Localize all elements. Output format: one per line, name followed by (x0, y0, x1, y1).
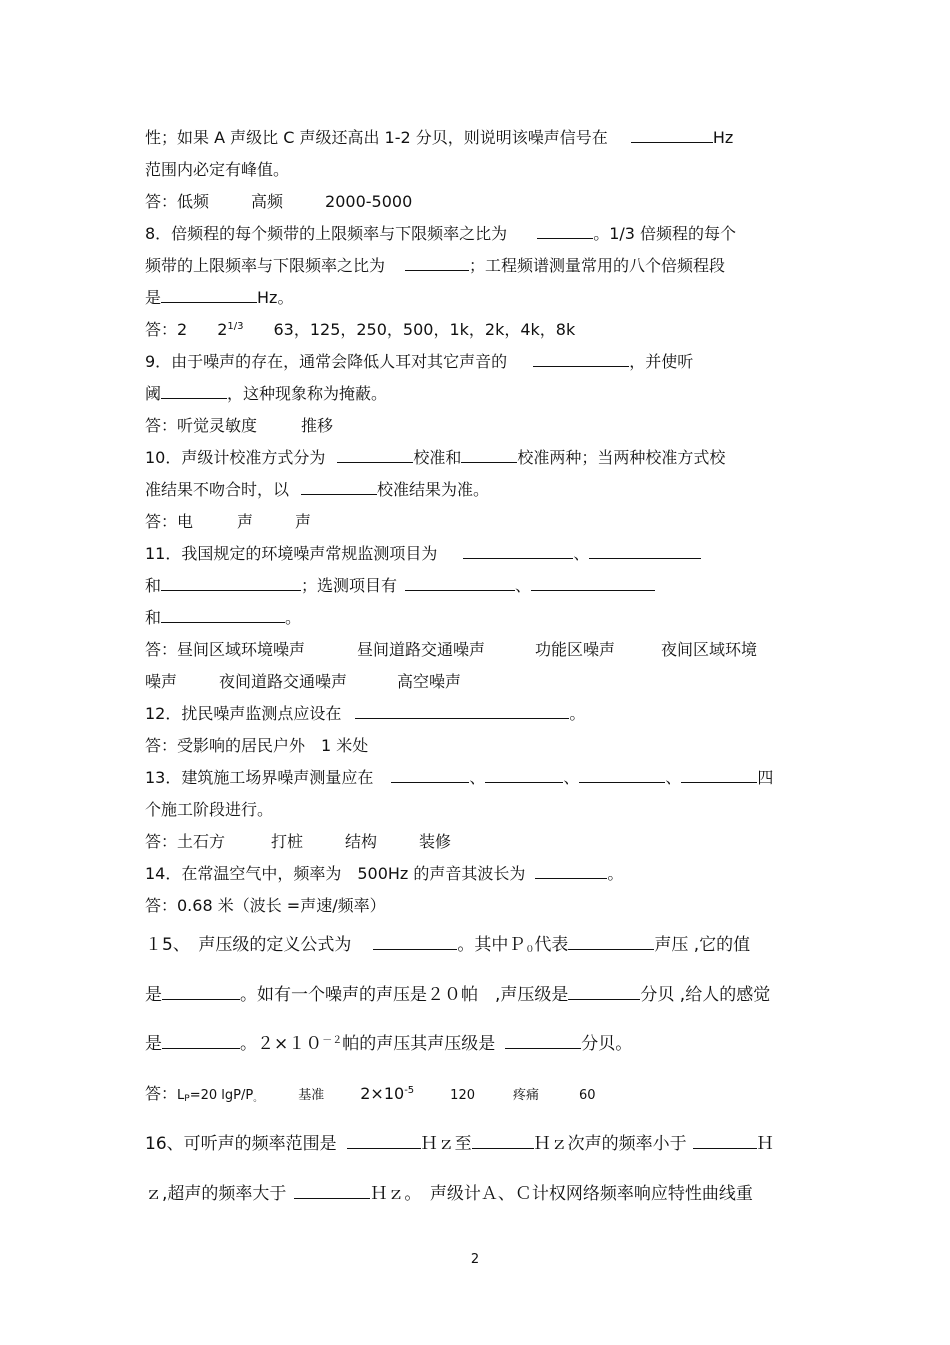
text: 和 (145, 608, 162, 627)
subscript: 。 (253, 1094, 263, 1104)
q11-line-3 (145, 608, 301, 628)
text: 63，125，250，500，1k，2k，4k，8k (273, 320, 576, 339)
text: 性；如果 A 声级比 C 声级还高出 1-2 分贝，则说明该噪声信号在 (145, 128, 608, 147)
text: 推移 (301, 416, 334, 435)
text: 分贝。 (581, 1034, 633, 1054)
text: 60 (579, 1088, 596, 1103)
text: ，并使听 (629, 352, 694, 371)
blank (533, 352, 629, 367)
q10-line-2 (145, 480, 489, 500)
answer-8 (145, 320, 575, 340)
text: 。1/3 倍频程的每个 (593, 224, 737, 243)
text: 2×10 (360, 1084, 405, 1103)
text: 声 (237, 512, 254, 531)
blank (579, 768, 665, 783)
text: 、 (563, 768, 580, 787)
blank (373, 935, 457, 950)
text: 准结果不吻合时，以 (145, 480, 290, 499)
text: 声压 ,它的值 (654, 935, 751, 955)
blank (568, 985, 640, 1000)
text: 功能区噪声 (535, 640, 616, 659)
text: Hz (712, 128, 734, 147)
blank (405, 576, 515, 591)
text: 16、可听声的频率范围是 (145, 1134, 337, 1154)
blank (631, 128, 713, 143)
answer-10 (145, 512, 311, 532)
text: 答：昼间区域环境噪声 (145, 640, 306, 659)
text: 四 (757, 768, 774, 787)
text: 声 (295, 512, 312, 531)
text: 。 (607, 864, 624, 883)
text: 疼痛 (513, 1088, 540, 1103)
text: 高频 (251, 192, 284, 211)
text: 和 (145, 576, 162, 595)
text: 答：土石方 (145, 832, 226, 851)
answer-12 (145, 736, 368, 756)
page-number: 2 (470, 1252, 480, 1267)
text: 答：电 (145, 512, 194, 531)
q11-line-2 (145, 576, 655, 596)
text: 频带的上限频率与下限频率之比为 (145, 256, 386, 275)
text: Ｈ (756, 1134, 774, 1154)
q9-line-1 (145, 352, 693, 372)
q15-line-3 (145, 1034, 632, 1054)
blank (535, 864, 607, 879)
blank (347, 1134, 421, 1149)
text: 14．在常温空气中，频率为 500Hz 的声音其波长为 (145, 864, 526, 883)
q11-line-1 (145, 544, 701, 564)
text: 是 (145, 288, 162, 307)
blank (337, 448, 413, 463)
q14-line (145, 864, 623, 884)
text: 答：2 (145, 320, 188, 339)
text: 打桩 (271, 832, 304, 851)
text: 120 (450, 1088, 475, 1103)
blank (531, 576, 655, 591)
text: Hz。 (257, 288, 294, 307)
blank (505, 1034, 581, 1049)
blank (162, 1034, 240, 1049)
blank (161, 576, 301, 591)
text: L (177, 1088, 185, 1103)
text: 答：受影响的居民户外 1 米处 (145, 736, 369, 755)
text: 帕的声压其声压级是 (342, 1034, 496, 1054)
text: 答：低频 (145, 192, 210, 211)
q12-line (145, 704, 585, 724)
superscript: 1/3 (227, 321, 244, 332)
answer-15 (145, 1084, 596, 1109)
q7-line-1 (145, 128, 733, 148)
text: 基准 (298, 1088, 325, 1103)
text: Ｈｚ次声的频率小于 (533, 1134, 687, 1154)
superscript: －２ (322, 1035, 343, 1046)
text: 个施工阶段进行。 (145, 800, 274, 819)
text: 、 (573, 544, 590, 563)
text: 装修 (419, 832, 452, 851)
text: 、 (515, 576, 532, 595)
blank (472, 1134, 534, 1149)
text: 噪声 (145, 672, 178, 691)
blank (294, 1184, 370, 1199)
text: 昼间道路交通噪声 (357, 640, 486, 659)
text: 10．声级计校准方式分为 (145, 448, 326, 467)
q7-line-2 (145, 160, 289, 180)
q16-line-2 (145, 1184, 753, 1204)
text: 结构 (345, 832, 378, 851)
answer-13 (145, 832, 451, 852)
blank (485, 768, 563, 783)
text: 是 (145, 1034, 162, 1054)
blank (681, 768, 757, 783)
text: 分贝 ,给人的感觉 (640, 985, 771, 1005)
q10-line-1 (145, 448, 725, 468)
q8-line-3 (145, 288, 293, 308)
text: ；工程频谱测量常用的八个倍频程段 (469, 256, 726, 275)
blank (301, 480, 377, 495)
text: 校准结果为准。 (377, 480, 490, 499)
text: 高空噪声 (397, 672, 462, 691)
q8-line-1 (145, 224, 736, 244)
blank (537, 224, 593, 239)
text: 代表 (534, 935, 569, 955)
text: 2 (217, 320, 228, 339)
blank (589, 544, 701, 559)
text: 校准和 (413, 448, 462, 467)
blank (161, 288, 257, 303)
blank (391, 768, 469, 783)
blank (463, 544, 573, 559)
answer-9 (145, 416, 333, 436)
text: 。如有一个噪声的声压是２０帕 ,声压级是 (240, 985, 569, 1005)
text: 。 (569, 704, 586, 723)
answer-7 (145, 192, 412, 212)
subscript: P (184, 1094, 190, 1104)
text: １5、 声压级的定义公式为 (145, 935, 352, 955)
blank (162, 985, 240, 1000)
text: 范围内必定有峰值。 (145, 160, 290, 179)
text: 是 (145, 985, 162, 1005)
text: Ｈｚ至 (420, 1134, 472, 1154)
answer-11-line-1 (145, 640, 757, 660)
text: 。 (285, 608, 302, 627)
text: 。２×１０ (240, 1034, 323, 1054)
text: 、 (665, 768, 682, 787)
q15-line-1 (145, 935, 750, 960)
text: =20 lgP/P (189, 1088, 254, 1103)
text: 。其中Ｐ (457, 935, 526, 955)
q9-line-2 (145, 384, 387, 404)
q13-line-1 (145, 768, 773, 788)
text: 答：听觉灵敏度 (145, 416, 258, 435)
text: 阈 (145, 384, 162, 403)
blank (161, 608, 285, 623)
text: 8．倍频程的每个频带的上限频率与下限频率之比为 (145, 224, 508, 243)
q8-line-2 (145, 256, 725, 276)
q16-line-1 (145, 1134, 774, 1154)
text: 13．建筑施工场界噪声测量应在 (145, 768, 374, 787)
text: ｚ,超声的频率大于 (145, 1184, 287, 1204)
blank (161, 384, 227, 399)
blank (405, 256, 469, 271)
blank (355, 704, 569, 719)
blank (461, 448, 517, 463)
text: 答：0.68 米（波长 =声速/频率） (145, 896, 386, 915)
superscript: -5 (404, 1085, 415, 1096)
text: 11．我国规定的环境噪声常规监测项目为 (145, 544, 438, 563)
text: Ｈｚ。 声级计Ａ、Ｃ计权网络频率响应特性曲线重 (370, 1184, 753, 1204)
text: 夜间区域环境 (661, 640, 758, 659)
text: 2000-5000 (325, 192, 413, 211)
blank (693, 1134, 757, 1149)
blank (568, 935, 654, 950)
answer-11-line-2 (145, 672, 461, 692)
q13-line-2 (145, 800, 273, 820)
text: ；选测项目有 (301, 576, 398, 595)
q15-line-2 (145, 985, 770, 1005)
text: 9．由于噪声的存在，通常会降低人耳对其它声音的 (145, 352, 508, 371)
text: 12．扰民噪声监测点应设在 (145, 704, 342, 723)
text: 、 (469, 768, 486, 787)
subscript: ０ (525, 945, 535, 955)
text: ，这种现象称为掩蔽。 (227, 384, 388, 403)
text: 校准两种；当两种校准方式校 (517, 448, 726, 467)
answer-14 (145, 896, 386, 916)
text: 答： (145, 1084, 178, 1103)
text: 夜间道路交通噪声 (219, 672, 348, 691)
